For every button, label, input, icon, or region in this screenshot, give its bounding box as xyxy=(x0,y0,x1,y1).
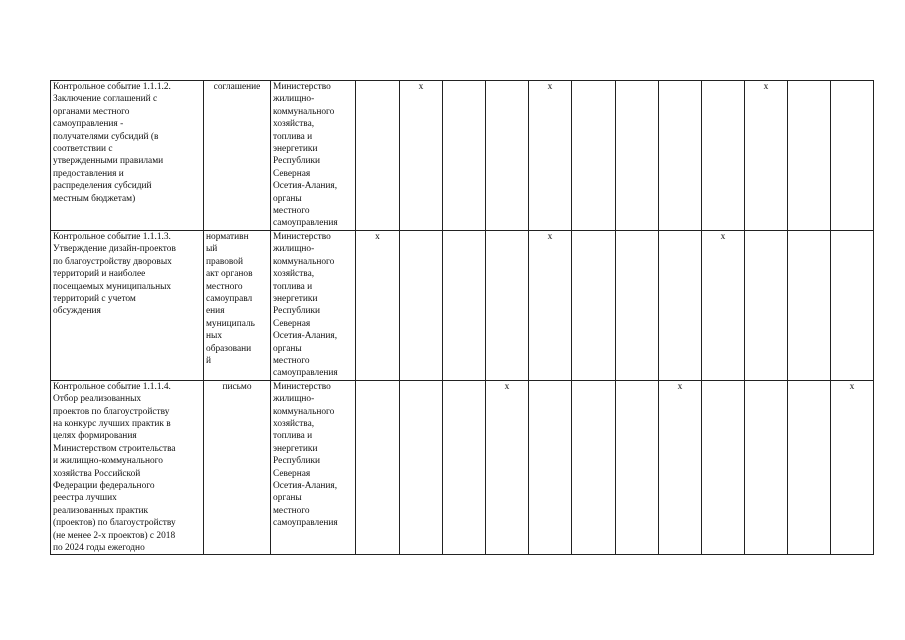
schedule-cell xyxy=(702,380,745,555)
responsible-cell: Министерство жилищно- коммунального хозяйства, топлива и энергетики Республики Северная Осетия-Алания, органы местного самоуправления xyxy=(271,380,356,555)
schedule-cell xyxy=(443,380,486,555)
schedule-cell: x xyxy=(702,230,745,380)
schedule-cell xyxy=(356,81,400,231)
schedule-cell xyxy=(659,230,702,380)
schedule-cell xyxy=(788,230,831,380)
event-cell: Контрольное событие 1.1.1.2. Заключение соглашений с органами местного самоуправления - получателями субсидий (в соответствии с утвержденными правилами предоставления и распределения субсидий местным бюджетам) xyxy=(51,81,204,231)
schedule-cell xyxy=(486,81,529,231)
schedule-cell: x xyxy=(486,380,529,555)
schedule-cell: x xyxy=(745,81,788,231)
schedule-cell: x xyxy=(400,81,443,231)
responsible-cell: Министерство жилищно- коммунального хозяйства, топлива и энергетики Республики Северная Осетия-Алания, органы местного самоуправления xyxy=(271,230,356,380)
schedule-cell xyxy=(572,81,616,231)
schedule-cell xyxy=(788,81,831,231)
schedule-cell xyxy=(400,380,443,555)
schedule-cell xyxy=(572,380,616,555)
schedule-cell xyxy=(356,380,400,555)
table-row xyxy=(51,380,874,555)
schedule-cell: x xyxy=(356,230,400,380)
schedule-cell xyxy=(443,81,486,231)
schedule-cell xyxy=(831,230,874,380)
schedule-cell xyxy=(745,230,788,380)
schedule-cell xyxy=(572,230,616,380)
schedule-cell xyxy=(702,81,745,231)
schedule-cell: x xyxy=(529,81,572,231)
schedule-cell xyxy=(616,380,659,555)
schedule-cell: x xyxy=(529,230,572,380)
document-type-cell: соглашение xyxy=(204,81,271,231)
event-cell: Контрольное событие 1.1.1.3. Утверждение дизайн-проектов по благоустройству дворовых территорий и наиболее посещаемых муниципальных территорий с учетом обсуждения xyxy=(51,230,204,380)
schedule-cell xyxy=(616,81,659,231)
control-events-table xyxy=(50,80,874,555)
table-row xyxy=(51,81,874,231)
schedule-cell xyxy=(659,81,702,231)
schedule-cell: x xyxy=(659,380,702,555)
responsible-cell: Министерство жилищно- коммунального хозяйства, топлива и энергетики Республики Северная Осетия-Алания, органы местного самоуправления xyxy=(271,81,356,231)
document-type-cell: письмо xyxy=(204,380,271,555)
schedule-cell xyxy=(745,380,788,555)
table-row xyxy=(51,230,874,380)
schedule-cell: x xyxy=(831,380,874,555)
document-type-cell: нормативн ый правовой акт органов местного самоуправл ения муниципаль ных образовани й xyxy=(204,230,271,380)
schedule-cell xyxy=(529,380,572,555)
event-cell: Контрольное событие 1.1.1.4. Отбор реализованных проектов по благоустройству на конкурс лучших практик в целях формирования Министерством строительства и жилищно-коммунального хозяйства Российской Федерации федерального реестра лучших реализованных практик (проектов) по благоустройству (не менее 2-х проектов) с 2018 по 2024 годы ежегодно xyxy=(51,380,204,555)
schedule-cell xyxy=(443,230,486,380)
schedule-cell xyxy=(616,230,659,380)
schedule-cell xyxy=(788,380,831,555)
schedule-cell xyxy=(400,230,443,380)
schedule-cell xyxy=(831,81,874,231)
schedule-cell xyxy=(486,230,529,380)
